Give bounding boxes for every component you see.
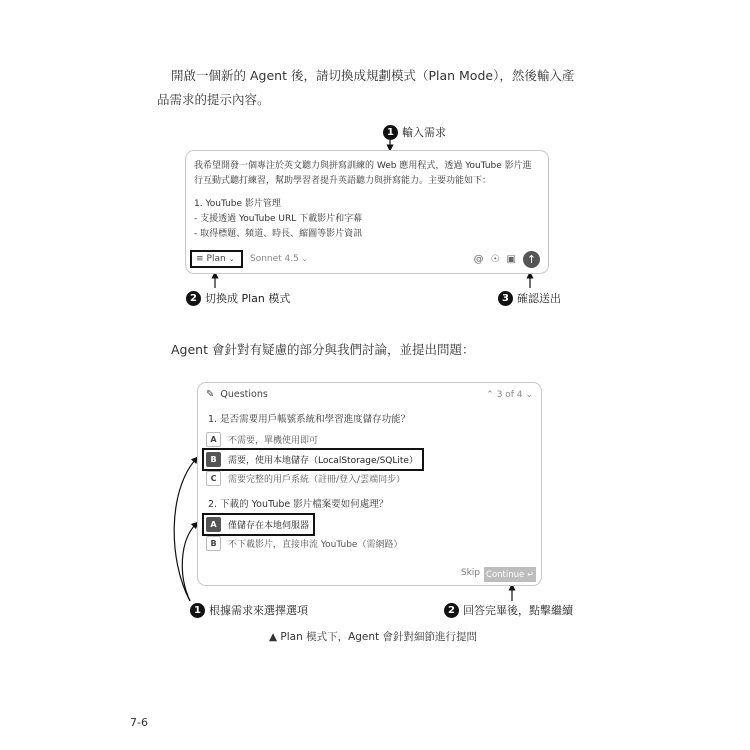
callout-send — [498, 290, 561, 306]
callout-continue — [444, 602, 573, 618]
question-pager[interactable] — [486, 390, 533, 400]
option-q1-a[interactable] — [206, 432, 318, 447]
option-q2-b[interactable] — [206, 536, 402, 551]
page-number: 7-6 — [130, 716, 148, 729]
option-text: 需要，使用本地儲存（LocalStorage/SQLite） — [228, 456, 418, 466]
callout-number: 2 — [444, 603, 459, 618]
continue-label: Continue — [486, 569, 525, 580]
prompt-line: 1. YouTube 影片管理 — [194, 199, 281, 209]
callout-label: 確認送出 — [517, 292, 561, 305]
option-q2-a[interactable] — [202, 513, 315, 536]
chevron-down-icon: ⌄ — [301, 255, 308, 263]
enter-icon: ↵ — [527, 570, 534, 579]
callout-number: 1 — [383, 125, 398, 140]
prompt-line: 行互動式聽打練習，幫助學習者提升英語聽力與拼寫能力。主要功能如下： — [194, 176, 492, 186]
prompt-text[interactable] — [194, 159, 542, 242]
middle-text: Agent 會針對有疑慮的部分與我們討論，並提出問題： — [171, 342, 475, 357]
callout-label: 切換成 Plan 模式 — [205, 292, 291, 305]
globe-icon[interactable]: ☉ — [490, 254, 500, 265]
mode-label: Plan — [206, 254, 226, 264]
mention-icon[interactable]: @ — [473, 254, 484, 265]
pager-label: 3 of 4 — [496, 390, 523, 400]
questions-header — [206, 389, 268, 400]
option-text: 僅儲存在本地伺服器 — [228, 521, 310, 531]
chevron-down-icon: ⌄ — [228, 255, 235, 263]
option-q1-b[interactable] — [202, 448, 424, 471]
option-text: 不需要，單機使用即可 — [228, 436, 319, 446]
send-button[interactable] — [523, 251, 540, 268]
question-1: 1. 是否需要用戶帳號系統和學習進度儲存功能？ — [208, 414, 411, 425]
intro-line-1: 開啟一個新的 Agent 後，請切換成規劃模式（Plan Mode），然後輸入產 — [171, 68, 575, 83]
questions-title: Questions — [220, 389, 268, 400]
prompt-input-box[interactable] — [185, 150, 549, 274]
questions-panel — [197, 382, 542, 586]
option-letter: A — [206, 432, 221, 447]
image-icon[interactable]: ▣ — [506, 254, 516, 265]
option-letter: B — [206, 452, 221, 467]
question-2: 2. 下載的 YouTube 影片檔案要如何處理？ — [208, 499, 389, 510]
figure-caption: ▲ Plan 模式下，Agent 會針對細節進行提問 — [269, 631, 478, 643]
list-icon: ≡ — [196, 254, 204, 264]
callout-choose — [190, 602, 308, 618]
chevron-down-icon[interactable]: ⌄ — [525, 390, 533, 400]
intro-line-2: 品需求的提示內容。 — [157, 92, 270, 107]
chevron-up-icon[interactable]: ⌃ — [486, 390, 494, 400]
callout-number: 3 — [498, 291, 513, 306]
question-icon: ✎ — [206, 389, 215, 400]
continue-button[interactable] — [484, 567, 536, 582]
option-text: 需要完整的用戶系統（註冊/登入/雲端同步） — [228, 475, 406, 485]
callout-plan — [186, 290, 290, 306]
prompt-line: 我希望開發一個專注於英文聽力與拼寫訓練的 Web 應用程式，透過 YouTube 影片進 — [194, 161, 532, 171]
callout-label: 輸入需求 — [402, 126, 446, 139]
prompt-line: - 支援透過 YouTube URL 下載影片和字幕 — [194, 214, 363, 224]
prompt-line: - 取得標題、頻道、時長、縮圖等影片資訊 — [194, 229, 363, 239]
callout-number: 1 — [190, 603, 205, 618]
model-label: Sonnet 4.5 — [250, 254, 299, 264]
option-letter: A — [206, 517, 221, 532]
option-letter: C — [206, 471, 221, 486]
option-text: 不下載影片，直接串流 YouTube（需網路） — [228, 540, 403, 550]
callout-label: 根據需求來選擇選項 — [209, 604, 308, 617]
skip-button[interactable]: Skip — [460, 568, 480, 578]
arrow-choose-b — [174, 459, 196, 601]
model-selector[interactable] — [250, 254, 308, 264]
option-letter: B — [206, 536, 221, 551]
option-q1-c[interactable] — [206, 471, 405, 486]
callout-number: 2 — [186, 291, 201, 306]
plan-mode-button[interactable] — [190, 250, 243, 268]
arrow-up-icon: ↑ — [526, 253, 537, 266]
input-toolbar — [474, 251, 540, 268]
callout-label: 回答完畢後，點擊繼續 — [463, 604, 573, 617]
